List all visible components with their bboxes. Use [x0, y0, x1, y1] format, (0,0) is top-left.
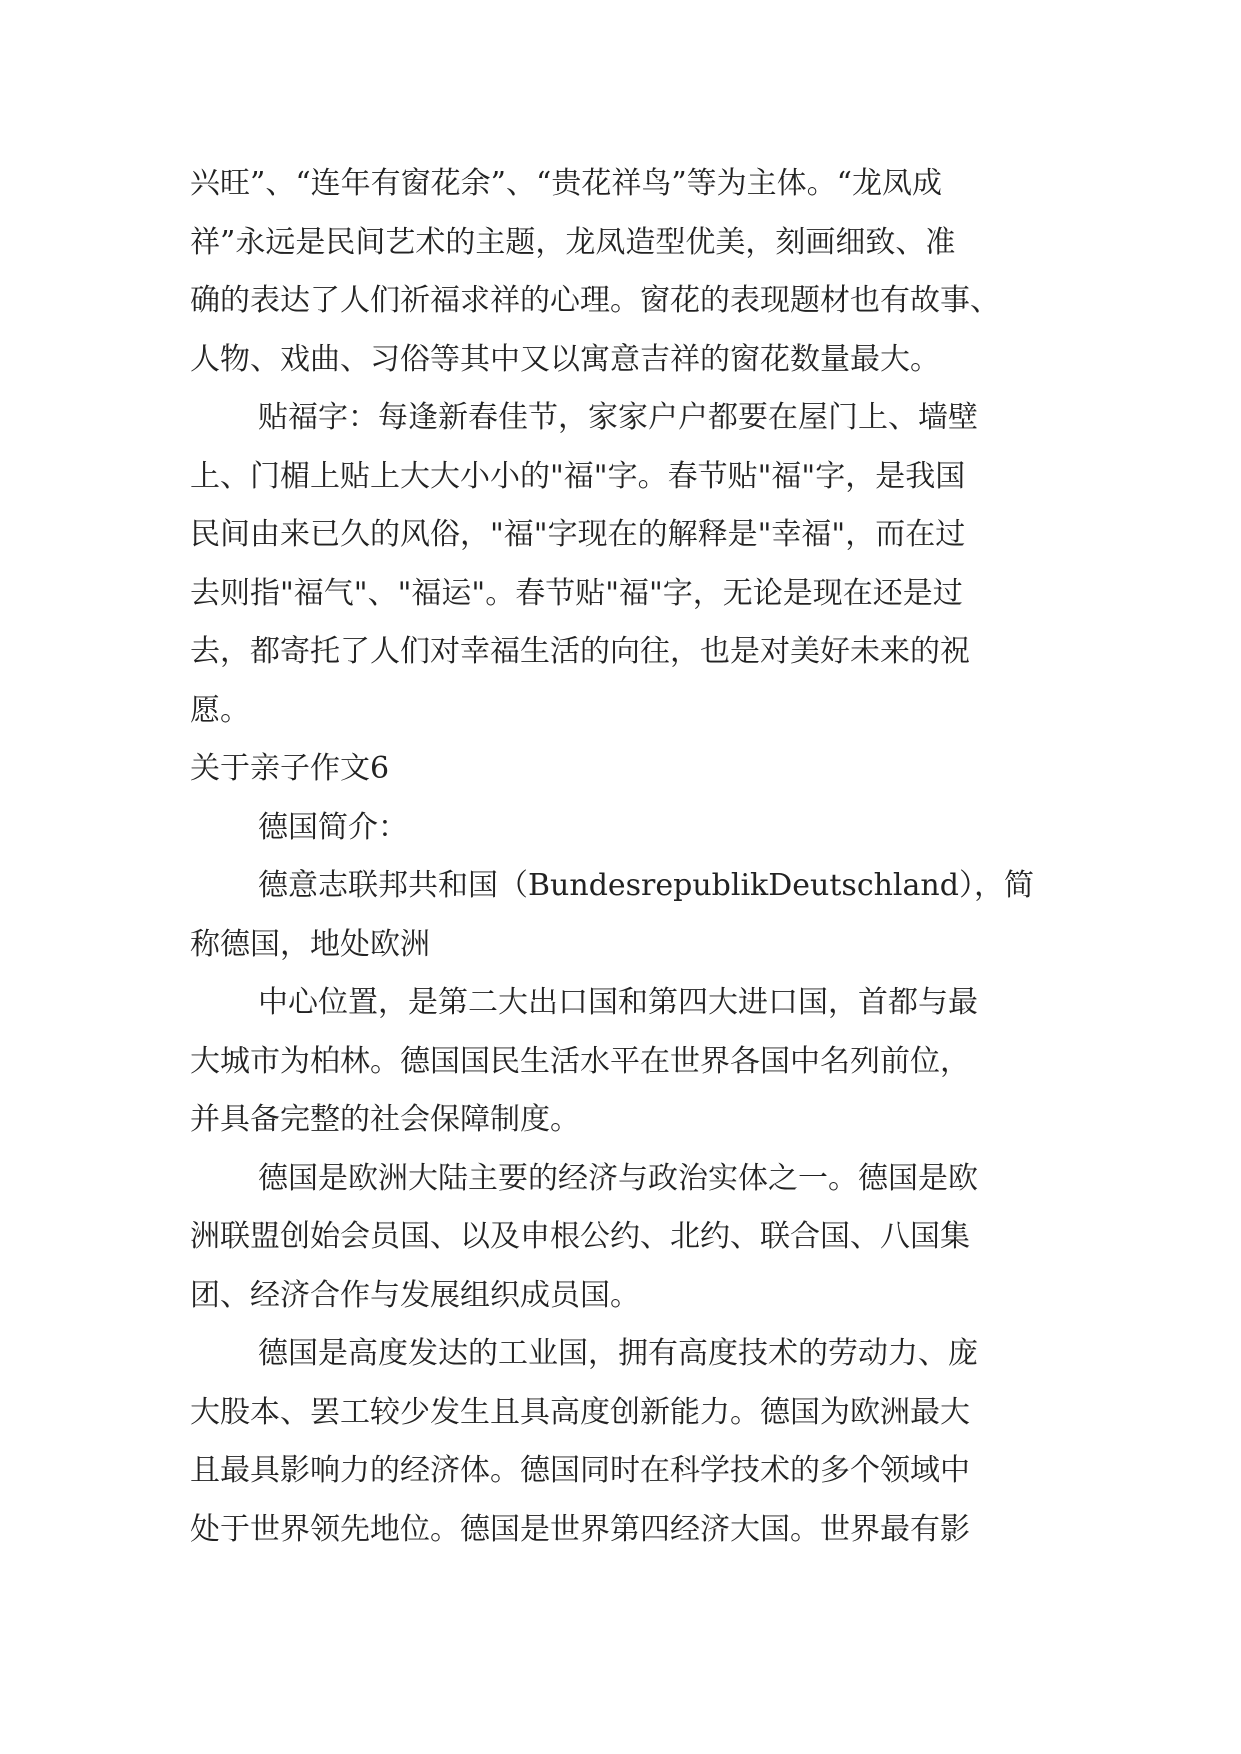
- text-line: 洲联盟创始会员国、以及申根公约、北约、联合国、八国集: [190, 1219, 970, 1254]
- text-line: 中心位置，是第二大出口国和第四大进口国，首都与最: [258, 985, 978, 1020]
- subheading: 德国简介：: [258, 809, 408, 845]
- text-line: 贴福字：每逢新春佳节，家家户户都要在屋门上、墙壁: [258, 400, 978, 435]
- text-line: 大股本、罢工较少发生且具高度创新能力。德国为欧洲最大: [190, 1394, 970, 1430]
- text-line: 祥”永远是民间艺术的主题，龙凤造型优美，刻画细致、准: [190, 224, 956, 260]
- text-line: 德国是欧洲大陆主要的经济与政治实体之一。德国是欧: [258, 1160, 978, 1196]
- text-line: 且最具影响力的经济体。德国同时在科学技术的多个领域中: [190, 1453, 970, 1488]
- text-line: 去则指"福气"、"福运"。春节贴"福"字，无论是现在还是过: [190, 575, 963, 611]
- text-line: 德意志联邦共和国（BundesrepublikDeutschland），简: [258, 868, 1034, 903]
- text-line: 处于世界领先地位。德国是世界第四经济大国。世界最有影: [190, 1511, 970, 1547]
- text-line: 上、门楣上贴上大大小小的"福"字。春节贴"福"字，是我国: [190, 458, 966, 494]
- text-line: 并具备完整的社会保障制度。: [190, 1102, 580, 1137]
- text-line: 兴旺”、“连年有窗花余”、“贵花祥鸟”等为主体。“龙凤成: [190, 166, 943, 201]
- text-line: 去，都寄托了人们对幸福生活的向往，也是对美好未来的祝: [190, 634, 970, 669]
- text-line: 德国是高度发达的工业国，拥有高度技术的劳动力、庞: [258, 1336, 978, 1371]
- text-line: 愿。: [190, 692, 250, 728]
- section-heading: 关于亲子作文6: [190, 751, 390, 786]
- text-line: 称德国，地处欧洲: [190, 926, 430, 962]
- text-line: 大城市为柏林。德国国民生活水平在世界各国中名列前位，: [190, 1043, 970, 1079]
- text-line: 民间由来已久的风俗，"福"字现在的解释是"幸福"，而在过: [190, 517, 966, 552]
- text-line: 人物、戏曲、习俗等其中又以寓意吉祥的窗花数量最大。: [190, 341, 940, 377]
- text-line: 确的表达了人们祈福求祥的心理。窗花的表现题材也有故事、: [190, 283, 1000, 318]
- body-text: [190, 155, 1090, 1559]
- text-line: 团、经济合作与发展组织成员国。: [190, 1277, 640, 1313]
